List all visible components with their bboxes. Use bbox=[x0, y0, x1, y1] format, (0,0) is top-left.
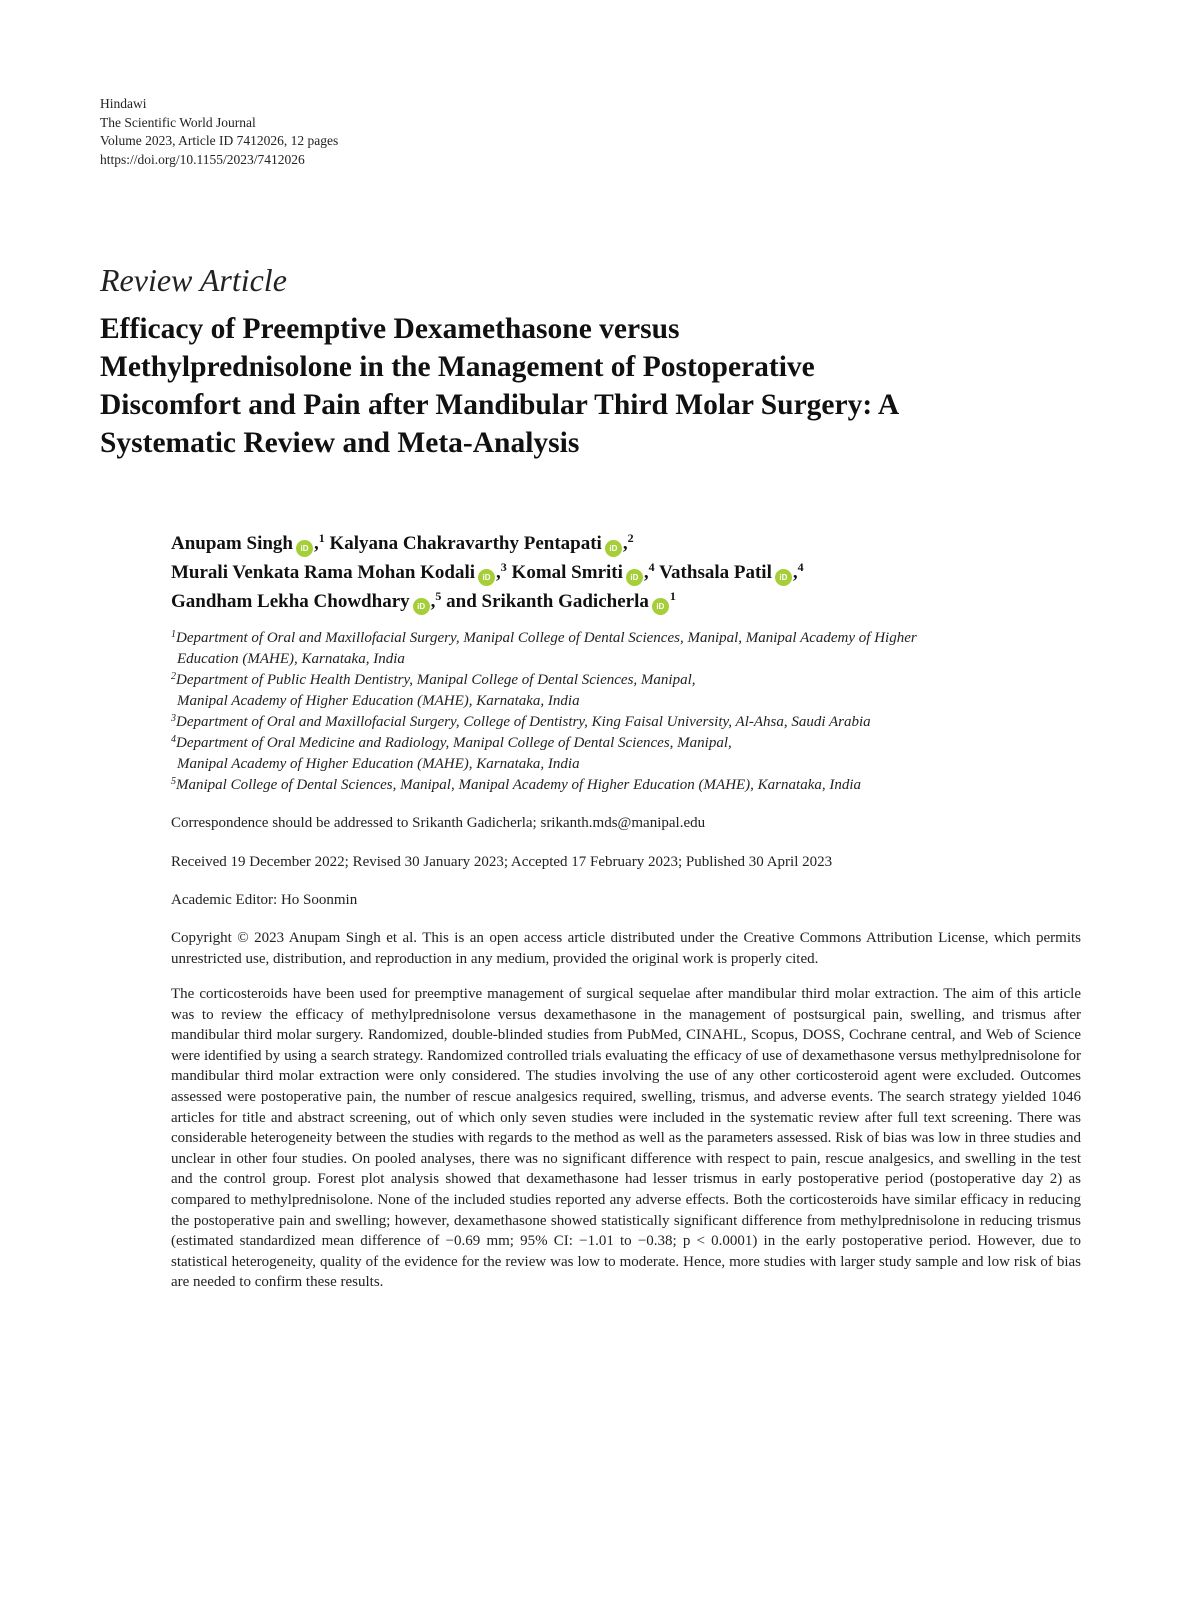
abstract: The corticosteroids have been used for preemptive management of surgical sequelae after mandibular third molar extraction. The aim of this article was to review the efficacy of methylprednisolone versus dexamethasone in the management of postsurgical pain, swelling, and trismus after mandibular third molar surgery. Randomized, double-blinded studies from PubMed, CINAHL, Scopus, DOSS, Cochrane central, and Web of Science were identified by using a search strategy. Randomized controlled trials evaluating the efficacy of use of dexamethasone versus methylprednisolone for mandibular third molar extraction were only considered. The studies involving the use of any other corticosteroid agent were excluded. Outcomes assessed were postoperative pain, the number of rescue analgesics required, swelling, trismus, and adverse events. The search strategy yielded 1046 articles for title and abstract screening, out of which only seven studies were included in the systematic review after full text screening. There was considerable heterogeneity between the studies with regards to the method as well as the parameters assessed. Risk of bias was low in three studies and unclear in other four studies. On pooled analyses, there was no significant difference with respect to pain, rescue analgesics, and swelling in the test and the control group. Forest plot analysis showed that dexamethasone had lesser trismus in early postoperative period (postoperative day 2) as compared to methylprednisolone. None of the included studies reported any adverse effects. Both the corticosteroids have similar efficacy in reducing the postoperative pain and swelling; however, dexamethasone showed statistically significant difference from methylprednisolone in reducing trismus (estimated standardized mean difference of −0.69 mm; 95% CI: −1.01 to −0.38; p < 0.0001) in the early postoperative period. However, due to statistical heterogeneity, quality of the evidence for the review was low to moderate. Hence, more studies with larger study sample and low risk of bias are needed to confirm these results. bbox=[171, 986, 1081, 1291]
affiliation-text-cont: Manipal Academy of Higher Education (MAHE), Karnataka, India bbox=[177, 756, 580, 772]
affiliation bbox=[171, 628, 1111, 670]
affiliation-text: Department of Oral Medicine and Radiology, Manipal College of Dental Sciences, Manipal, bbox=[176, 735, 732, 751]
affiliation bbox=[171, 733, 1111, 775]
orcid-icon[interactable]: iD bbox=[626, 569, 643, 586]
author-affiliation-marker: 5 bbox=[435, 589, 442, 603]
author-affiliation-marker: 4 bbox=[648, 560, 655, 574]
article-type: Review Article bbox=[100, 262, 287, 298]
affiliation-number: 2 bbox=[171, 671, 176, 682]
author-affiliation-marker: 3 bbox=[500, 560, 507, 574]
author-affiliation-marker: 2 bbox=[627, 531, 634, 545]
doi-link[interactable]: https://doi.org/10.1155/2023/7412026 bbox=[100, 151, 305, 167]
affiliation bbox=[171, 712, 1111, 733]
affiliation-text-cont: Manipal Academy of Higher Education (MAHE), Karnataka, India bbox=[177, 693, 580, 709]
affiliation-number: 1 bbox=[171, 629, 176, 640]
affiliation-text: Department of Public Health Dentistry, Manipal College of Dental Sciences, Manipal, bbox=[176, 672, 696, 688]
affiliation-text: Department of Oral and Maxillofacial Surgery, Manipal College of Dental Sciences, Manipal, Manipal Academy of Higher bbox=[176, 630, 917, 646]
affiliation-text-cont: Education (MAHE), Karnataka, India bbox=[177, 651, 405, 667]
volume-info: Volume 2023, Article ID 7412026, 12 pages bbox=[100, 133, 339, 148]
author-affiliation-marker: 1 bbox=[669, 589, 676, 603]
affiliation-list bbox=[171, 628, 1111, 796]
author-name: Murali Venkata Rama Mohan Kodali bbox=[171, 562, 476, 583]
author-list: Anupam Singh iD ,$^1$ Kalyana Chakravarthy Pentapati iD ,$^2$ Murali Venkata Rama Mohan Kodali iD ,$^3$ Komal Smriti iD ,$^4$ Vathsala Patil iD ,$^4$ Gandham Lekha Chowdhary iD ,$^5$ and Srikanth Gadicherla $iD^1$ bbox=[171, 529, 1091, 616]
orcid-icon[interactable]: iD bbox=[413, 598, 430, 615]
title-line: Discomfort and Pain after Mandibular Third Molar Surgery: A bbox=[100, 389, 900, 421]
author-name: Komal Smriti bbox=[511, 562, 623, 583]
author-name: Anupam Singh bbox=[171, 533, 293, 554]
author-affiliation-marker: 1 bbox=[318, 531, 325, 545]
title-line: Systematic Review and Meta-Analysis bbox=[100, 427, 580, 459]
orcid-icon[interactable]: iD bbox=[478, 569, 495, 586]
author-affiliation-marker: 4 bbox=[797, 560, 804, 574]
affiliation-text: Manipal College of Dental Sciences, Manipal, Manipal Academy of Higher Education (MAHE), Karnataka, India bbox=[176, 777, 862, 793]
author-name: Kalyana Chakravarthy Pentapati bbox=[329, 533, 602, 554]
author-name: Gandham Lekha Chowdhary bbox=[171, 591, 410, 612]
affiliation-text: Department of Oral and Maxillofacial Surgery, College of Dentistry, King Faisal University, Al-Ahsa, Saudi Arabia bbox=[176, 714, 871, 730]
author-name: Vathsala Patil bbox=[659, 562, 772, 583]
affiliation-number: 5 bbox=[171, 776, 176, 787]
orcid-icon[interactable]: iD bbox=[605, 540, 622, 557]
academic-editor: Academic Editor: Ho Soonmin bbox=[171, 892, 358, 908]
title-line: Efficacy of Preemptive Dexamethasone versus bbox=[100, 313, 680, 345]
publisher-name: Hindawi bbox=[100, 96, 147, 111]
orcid-icon[interactable]: iD bbox=[296, 540, 313, 557]
paper-title bbox=[100, 310, 1100, 462]
author-conjunction: and bbox=[446, 591, 477, 612]
affiliation-number: 3 bbox=[171, 713, 176, 724]
affiliation-number: 4 bbox=[171, 734, 176, 745]
publication-dates: Received 19 December 2022; Revised 30 January 2023; Accepted 17 February 2023; Published 30 April 2023 bbox=[171, 854, 833, 870]
author-name: Srikanth Gadicherla bbox=[481, 591, 649, 612]
correspondence: Correspondence should be addressed to Srikanth Gadicherla; srikanth.mds@manipal.edu bbox=[171, 815, 706, 831]
orcid-icon[interactable]: iD bbox=[775, 569, 792, 586]
copyright-notice: Copyright © 2023 Anupam Singh et al. This is an open access article distributed under the Creative Commons Attribution License, which permits unrestricted use, distribution, and reproduction in any medium, provided the original work is properly cited. bbox=[171, 930, 1081, 967]
title-line: Methylprednisolone in the Management of Postoperative bbox=[100, 351, 815, 383]
orcid-icon[interactable]: iD bbox=[652, 598, 669, 615]
affiliation bbox=[171, 670, 1111, 712]
affiliation bbox=[171, 775, 1111, 796]
journal-name: The Scientific World Journal bbox=[100, 114, 256, 130]
journal-header bbox=[100, 95, 338, 169]
